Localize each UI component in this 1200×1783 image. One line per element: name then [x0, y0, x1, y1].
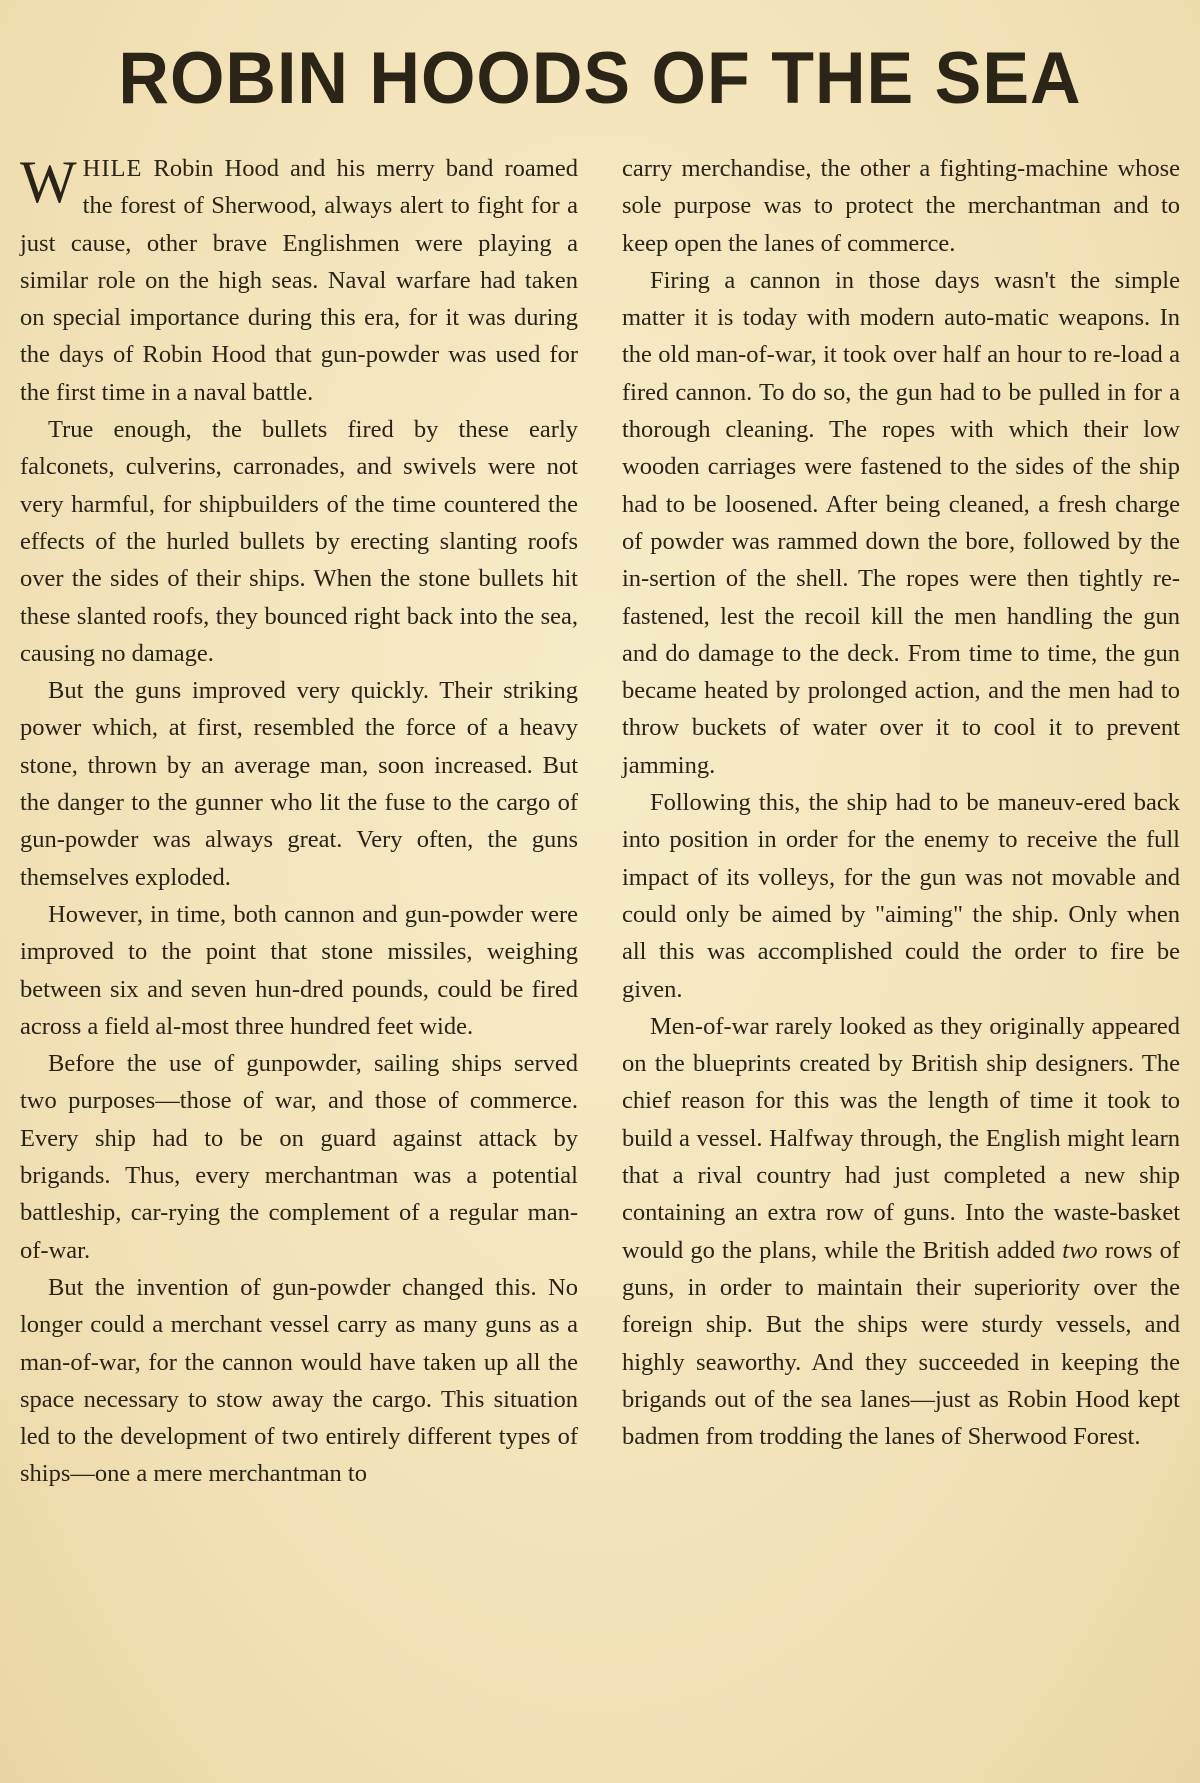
paragraph: However, in time, both cannon and gun-powder were improved to the point that stone missiles, weighing between six and seven hun-dred pounds, could be fired across a field al-most three hundred feet wide. [20, 900, 578, 1040]
paragraph: But the guns improved very quickly. Their striking power which, at first, resembled the force of a heavy stone, thrown by an average man, soon increased. But the danger to the gunner who lit the fuse to the cargo of gun-powder was always great. Very often, the guns themselves exploded. [20, 677, 578, 891]
paragraph: carry merchandise, the other a fighting-machine whose sole purpose was to protect the merchantman and to keep open the lanes of commerce. [622, 155, 1180, 257]
paragraph: Firing a cannon in those days wasn't the simple matter it is today with modern auto-matic weapons. In the old man-of-war, it took over half an hour to re-load a fired cannon. To do so, the gun had to be pulled in for a thorough cleaning. The ropes with which their low wooden carriages were fastened to the sides of the ship had to be loosened. After being cleaned, a fresh charge of powder was rammed down the bore, followed by the in-sertion of the shell. The ropes were then tightly re-fastened, lest the recoil kill the men handling the gun and do damage to the deck. From time to time, the gun became heated by prolonged action, and the men had to throw buckets of water over it to cool it to prevent jamming. [622, 266, 1180, 779]
paragraph: Following this, the ship had to be maneuv-ered back into position in order for the enemy to receive the full impact of its volleys, for the gun was not movable and could only be aimed by "aiming" the ship. Only when all this was accomplished could the order to fire be given. [622, 789, 1180, 1003]
lead-word: HILE [82, 155, 143, 182]
paragraph-text: Men-of-war rarely looked as they originally appeared on the blueprints created by British ship designers. The chief reason for this was the length of time it took to build a vessel. Halfway through, the English might learn that a rival country had just completed a new ship containing an extra row of guns. Into the waste-basket would go the plans, while the British added [622, 1012, 1180, 1264]
drop-cap: W [20, 149, 77, 215]
paragraph: But the invention of gun-powder changed this. No longer could a merchant vessel carry as many guns as a man-of-war, for the cannon would have taken up all the space necessary to stow away the cargo. This situation led to the development of two entirely different types of ships—one a mere merchantman to [20, 1273, 578, 1488]
page-title: ROBIN HOODS OF THE SEA [118, 37, 1082, 119]
paragraph [622, 1008, 1180, 1456]
paragraph-text: Robin Hood and his merry band roamed the forest of Sherwood, always alert to fight for a just cause, other brave Englishmen were playing a similar role on the high seas. Naval warfare had taken on special importance during this era, for it was during the days of Robin Hood that gun-powder was used for the first time in a naval battle. [20, 155, 578, 406]
paragraph: Before the use of gunpowder, sailing ships served two purposes—those of war, and those of commerce. Every ship had to be on guard against attack by brigands. Thus, every merchantman was a potential battleship, car-rying the complement of a regular man-of-war. [20, 1050, 578, 1264]
paragraph: True enough, the bullets fired by these early falconets, culverins, carronades, and swivels were not very harmful, for shipbuilders of the time countered the effects of the hurled bullets by erecting slanting roofs over the sides of their ships. When the stone bullets hit these slanted roofs, they bounced right back into the sea, causing no damage. [20, 416, 578, 667]
paragraph [20, 150, 578, 411]
right-column [622, 150, 1180, 1493]
left-column [20, 150, 578, 1493]
emphasis: two [1062, 1236, 1098, 1264]
article-body [20, 150, 1180, 1493]
paragraph-text: rows of guns, in order to maintain their superiority over the foreign ship. But the ships were sturdy vessels, and highly seaworthy. And they succeeded in keeping the brigands out of the sea lanes—just as Robin Hood kept badmen from trodding the lanes of Sherwood Forest. [622, 1236, 1181, 1451]
